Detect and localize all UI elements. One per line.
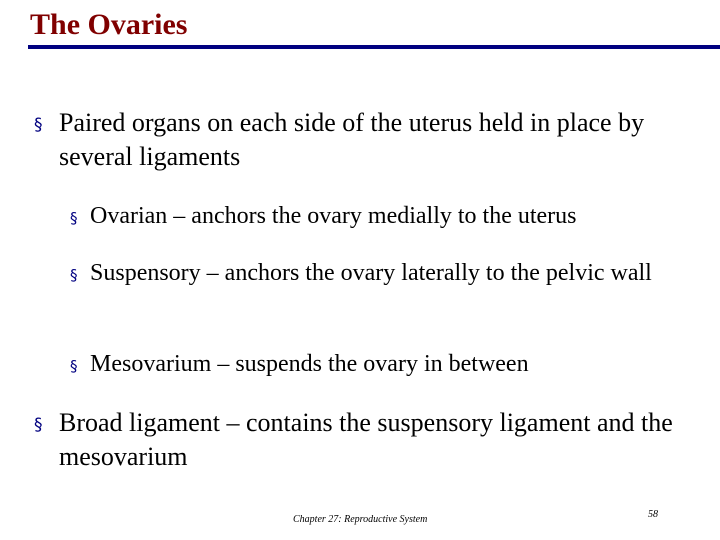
subbullet-text: Mesovarium – suspends the ovary in between xyxy=(90,351,529,377)
subbullet-suspensory xyxy=(70,257,700,289)
bullet-text: Paired organs on each side of the uterus held in place by several ligaments xyxy=(59,108,645,171)
subbullet-mesovarium xyxy=(70,348,700,380)
slide-title: The Ovaries xyxy=(30,8,188,41)
bullet-square-icon: § xyxy=(70,266,78,284)
bullet-square-icon: § xyxy=(70,357,78,375)
subbullet-ovarian xyxy=(70,200,700,232)
bullet-broad-ligament xyxy=(34,406,704,474)
slide-footer: Chapter 27: Reproductive System xyxy=(293,514,428,525)
bullet-square-icon: § xyxy=(34,115,43,135)
bullet-paired-organs xyxy=(34,106,704,174)
subbullet-text: Ovarian – anchors the ovary medially to the uterus xyxy=(90,203,577,229)
page-number: 58 xyxy=(648,509,658,520)
bullet-square-icon: § xyxy=(70,209,78,227)
subbullet-text: Suspensory – anchors the ovary laterally to the pelvic wall xyxy=(90,260,652,286)
title-underline xyxy=(28,45,720,49)
bullet-text: Broad ligament – contains the suspensory ligament and the mesovarium xyxy=(59,408,673,471)
bullet-square-icon: § xyxy=(34,415,43,435)
